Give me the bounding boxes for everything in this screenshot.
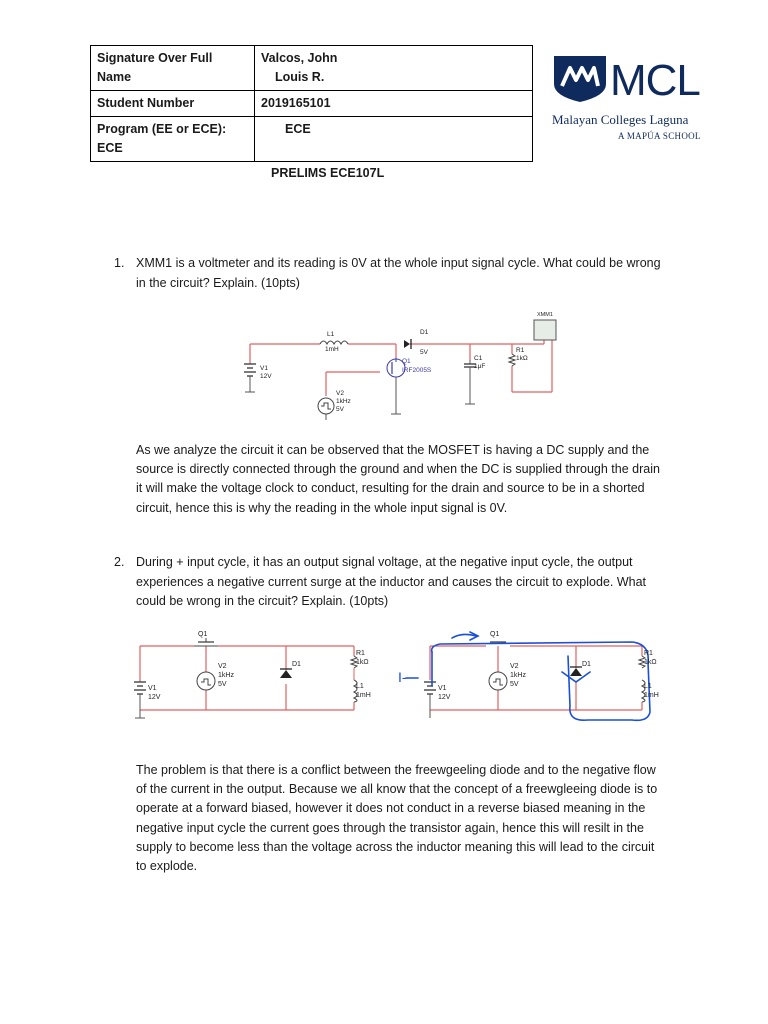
signature-label: Signature Over Full Name (91, 46, 255, 91)
question-2-line-2: experiences a negative current surge at the inductor and causes the circuit to explode. What (136, 574, 647, 589)
table-row (91, 46, 533, 91)
student-info-table (90, 45, 533, 162)
table-row (91, 117, 533, 162)
student-number-value: 2019165101 (255, 91, 533, 117)
label-r1: R1 (356, 650, 365, 657)
label-l1-value: 1mH (325, 346, 339, 353)
logo-subtitle: Malayan Colleges Laguna (552, 112, 689, 127)
question-2-text (136, 553, 646, 612)
label-d1: D1 (420, 329, 429, 336)
logo-wordmark: MCL (610, 56, 700, 105)
label-r1-value: 1kΩ (644, 659, 657, 666)
label-v2: V2 (336, 390, 344, 397)
label-c1-value: 1μF (474, 363, 486, 370)
label-c1: C1 (474, 355, 483, 362)
label-l1: L1 (644, 683, 652, 690)
name-line-2: Louis R. (275, 70, 325, 84)
question-2-number: 2. (114, 555, 125, 569)
label-v1-value: 12V (260, 373, 272, 380)
signature-value (255, 46, 533, 91)
label-v1: V1 (260, 365, 268, 372)
answer-2-line: The problem is that there is a conflict between the freewgeeling diode and to the negative flow (136, 763, 656, 777)
label-d1: D1 (582, 661, 591, 668)
answer-1-line: As we analyze the circuit it can be observed that the MOSFET is having a DC supply and the (136, 443, 650, 457)
mcl-logo (552, 54, 702, 146)
question-1-number: 1. (114, 256, 125, 270)
circuit-diagram-2 (122, 622, 382, 742)
label-r1-value: 1kΩ (516, 355, 528, 362)
question-1-line-2: in the circuit? Explain. (10pts) (136, 275, 300, 290)
question-2-line-3: could be wrong in the circuit? Explain. (10pts) (136, 594, 389, 608)
answer-2-line: of the current in the output. Because we all know that the concept of a freewgleeing diode is to (136, 782, 658, 797)
label-r1: R1 (644, 650, 653, 657)
answer-2-line: to explode. (136, 859, 198, 874)
question-1-line-1: XMM1 is a voltmeter and its reading is 0V at the whole input signal cycle. What could be wrong (136, 256, 661, 270)
label-v2-freq: 1kHz (510, 672, 526, 679)
label-r1-value: 1kΩ (356, 659, 369, 666)
label-l1-value: 1mH (356, 692, 371, 699)
answer-1-line: it will make the voltage clock to conduct, resulting for the drain and source to be in a shorted (136, 481, 645, 496)
label-v1-value: 12V (148, 694, 161, 701)
label-l1-value: 1mH (644, 692, 659, 699)
answer-2 (136, 761, 676, 876)
answer-2-line: negative input cycle the current goes through the transistor again, hence this will resilt in the (136, 820, 644, 835)
annotation-current: I- (398, 669, 407, 685)
program-value (255, 117, 533, 162)
label-v2: V2 (218, 663, 227, 670)
label-v1: V1 (148, 685, 157, 692)
logo-tagline: A MAPÚA SCHOOL (618, 131, 701, 141)
answer-1 (136, 441, 676, 518)
label-xmm1: XMM1 (537, 312, 553, 318)
label-v2-volt: 5V (510, 681, 519, 688)
label-q1: Q1 (490, 631, 500, 638)
label-v1-value: 12V (438, 694, 451, 701)
label-d1: D1 (292, 661, 301, 668)
label-l1: L1 (356, 683, 364, 690)
label-q1: Q1 (198, 631, 208, 638)
annotated-circuit-diagram (392, 622, 664, 734)
page-title: PRELIMS ECE107L (271, 166, 385, 180)
student-number-label: Student Number (91, 91, 255, 117)
table-row (91, 91, 533, 117)
label-q1: Q1 (402, 358, 411, 365)
label-v2-volt: 5V (218, 681, 227, 688)
program-value-text: ECE (285, 122, 311, 136)
answer-1-line: circuit, hence this is why the reading in the whole input signal is 0V. (136, 500, 508, 515)
label-d1-value: 5V (420, 349, 428, 356)
label-v1: V1 (438, 685, 447, 692)
answer-2-line: operate at a forward biased, however it does not conduct in a reverse biased meaning in the (136, 801, 646, 816)
answer-1-line: source is directly connected through the ground and when the DC is supplied through the drain (136, 462, 660, 477)
name-line-1: Valcos, John (261, 51, 338, 65)
question-2-line-1: During + input cycle, it has an output signal voltage, at the negative input cycle, the output (136, 555, 633, 569)
label-v2-freq: 1kHz (218, 672, 234, 679)
label-l1: L1 (327, 331, 335, 338)
question-1-text (136, 254, 661, 293)
label-r1: R1 (516, 347, 525, 354)
label-v2-volt: 5V (336, 406, 344, 413)
answer-2-line: supply to become less than the voltage across the inductor meaning this will lead to the circuit (136, 839, 655, 854)
circuit-diagram-1 (224, 296, 566, 426)
program-label: Program (EE or ECE): ECE (91, 117, 255, 162)
shield-icon (552, 54, 608, 104)
label-v2-freq: 1kHz (336, 398, 351, 405)
label-v2: V2 (510, 663, 519, 670)
label-q1-value: IRF2005S (402, 367, 432, 374)
